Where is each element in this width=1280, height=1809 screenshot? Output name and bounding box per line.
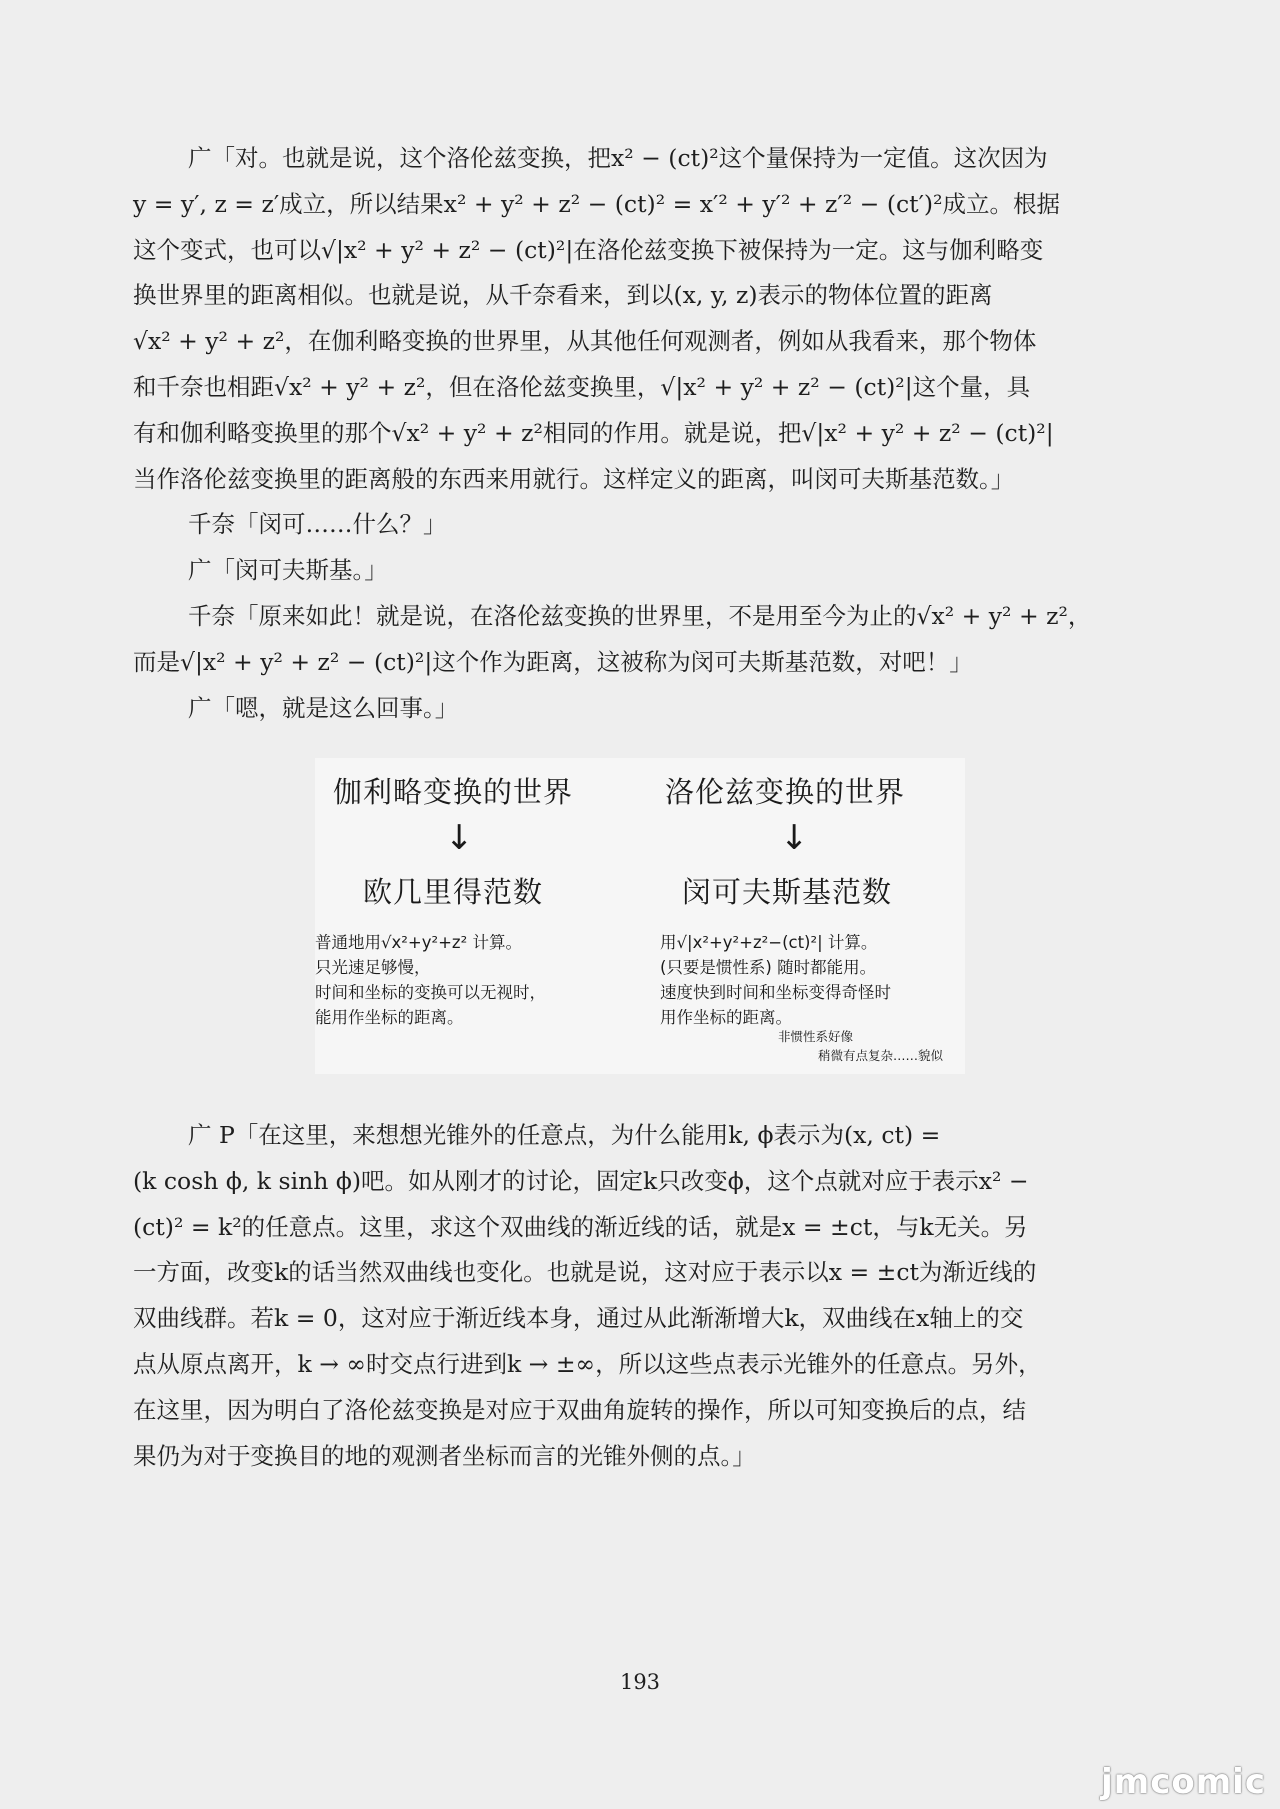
- non-inertial-note: [778, 1027, 943, 1065]
- text-line: 千奈「原来如此！就是说，在洛伦兹变换的世界里，不是用至今为止的√x² + y² + z²，: [188, 601, 1092, 630]
- dialogue-block-2: [133, 1113, 1148, 1479]
- text-line: 当作洛伦兹变换里的距离般的东西来用就行。这样定义的距离，叫闵可夫斯基范数。」: [133, 464, 1015, 493]
- text-line: (k cosh ϕ, k sinh ϕ)吧。如从刚才的讨论，固定k只改变ϕ，这个点就对应于表示x² −: [133, 1166, 1029, 1195]
- note-line: 用√|x²+y²+z²−(ct)²| 计算。: [660, 933, 878, 952]
- text-line: √x² + y² + z²，在伽利略变换的世界里，从其他任何观测者，例如从我看来，那个物体: [133, 327, 1037, 356]
- note-line: 稍微有点复杂……貌似: [818, 1048, 944, 1063]
- text-line: 这个变式，也可以√|x² + y² + z² − (ct)²|在洛伦兹变换下被保持为一定。这与伽利略变: [133, 235, 1044, 264]
- text-line: 有和伽利略变换里的那个√x² + y² + z²相同的作用。就是说，把√|x² + y² + z² − (ct)²|: [133, 418, 1054, 447]
- note-line: 速度快到时间和坐标变得奇怪时: [660, 983, 891, 1002]
- text-line: 广「对。也就是说，这个洛伦兹变换，把x² − (ct)²这个量保持为一定值。这次因为: [188, 144, 1048, 172]
- text-line: 点从原点离开，k → ∞时交点行进到k → ±∞，所以这些点表示光锥外的任意点。另外，: [133, 1349, 1042, 1378]
- watermark-logo: jmcomic: [1101, 1762, 1266, 1802]
- note-line: 普通地用√x²+y²+z² 计算。: [315, 933, 522, 952]
- galilean-notes: [315, 930, 546, 1030]
- note-line: 非惯性系好像: [778, 1029, 854, 1044]
- down-arrow-icon: ↓: [780, 818, 809, 858]
- text-line: y = y′, z = z′成立，所以结果x² + y² + z² − (ct)² = x′² + y′² + z′² − (ct′)²成立。根据: [133, 189, 1061, 218]
- note-line: (只要是惯性系) 随时都能用。: [660, 958, 877, 977]
- text-line: 一方面，改变k的话当然双曲线也变化。也就是说，这对应于表示以x = ±ct为渐近线的: [133, 1258, 1037, 1287]
- text-line: 果仍为对于变换目的地的观测者坐标而言的光锥外侧的点。」: [133, 1441, 756, 1470]
- page-number: 193: [619, 1670, 661, 1694]
- note-line: 时间和坐标的变换可以无视时，: [315, 983, 546, 1002]
- text-line: 和千奈也相距√x² + y² + z²，但在洛伦兹变换里，√|x² + y² + z² − (ct)²|这个量，具: [133, 372, 1031, 401]
- text-line: 双曲线群。若k = 0，这对应于渐近线本身，通过从此渐渐增大k，双曲线在x轴上的交: [133, 1304, 1024, 1333]
- note-line: 只光速足够慢，: [315, 958, 431, 977]
- text-line: 千奈「闵可……什么？」: [188, 510, 447, 539]
- lorentz-notes: [660, 930, 891, 1030]
- lorentz-heading: 洛伦兹变换的世界: [665, 775, 906, 809]
- euclidean-norm-label: 欧几里得范数: [363, 875, 544, 909]
- galilean-heading: 伽利略变换的世界: [333, 775, 574, 809]
- text-line: 广 P「在这里，来想想光锥外的任意点，为什么能用k, ϕ表示为(x, ct) =: [188, 1121, 941, 1149]
- text-line: 在这里，因为明白了洛伦兹变换是对应于双曲角旋转的操作，所以可知变换后的点，结: [133, 1395, 1026, 1424]
- dialogue-block-1: [133, 136, 1148, 731]
- text-line: 换世界里的距离相似。也就是说，从千奈看来，到以(x, y, z)表示的物体位置的距离: [133, 281, 993, 310]
- text-line: (ct)² = k²的任意点。这里，求这个双曲线的渐近线的话，就是x = ±ct，与k无关。另: [133, 1212, 1028, 1241]
- minkowski-norm-label: 闵可夫斯基范数: [682, 875, 893, 909]
- note-line: 能用作坐标的距离。: [315, 1008, 464, 1027]
- text-line: 广「闵可夫斯基。」: [188, 556, 388, 585]
- text-line: 而是√|x² + y² + z² − (ct)²|这个作为距离，这被称为闵可夫斯基范数，对吧！」: [133, 647, 973, 676]
- down-arrow-icon: ↓: [445, 818, 474, 858]
- note-line: 用作坐标的距离。: [660, 1008, 792, 1027]
- text-line: 广「嗯，就是这么回事。」: [188, 693, 459, 722]
- norm-comparison-figure: [315, 758, 965, 1074]
